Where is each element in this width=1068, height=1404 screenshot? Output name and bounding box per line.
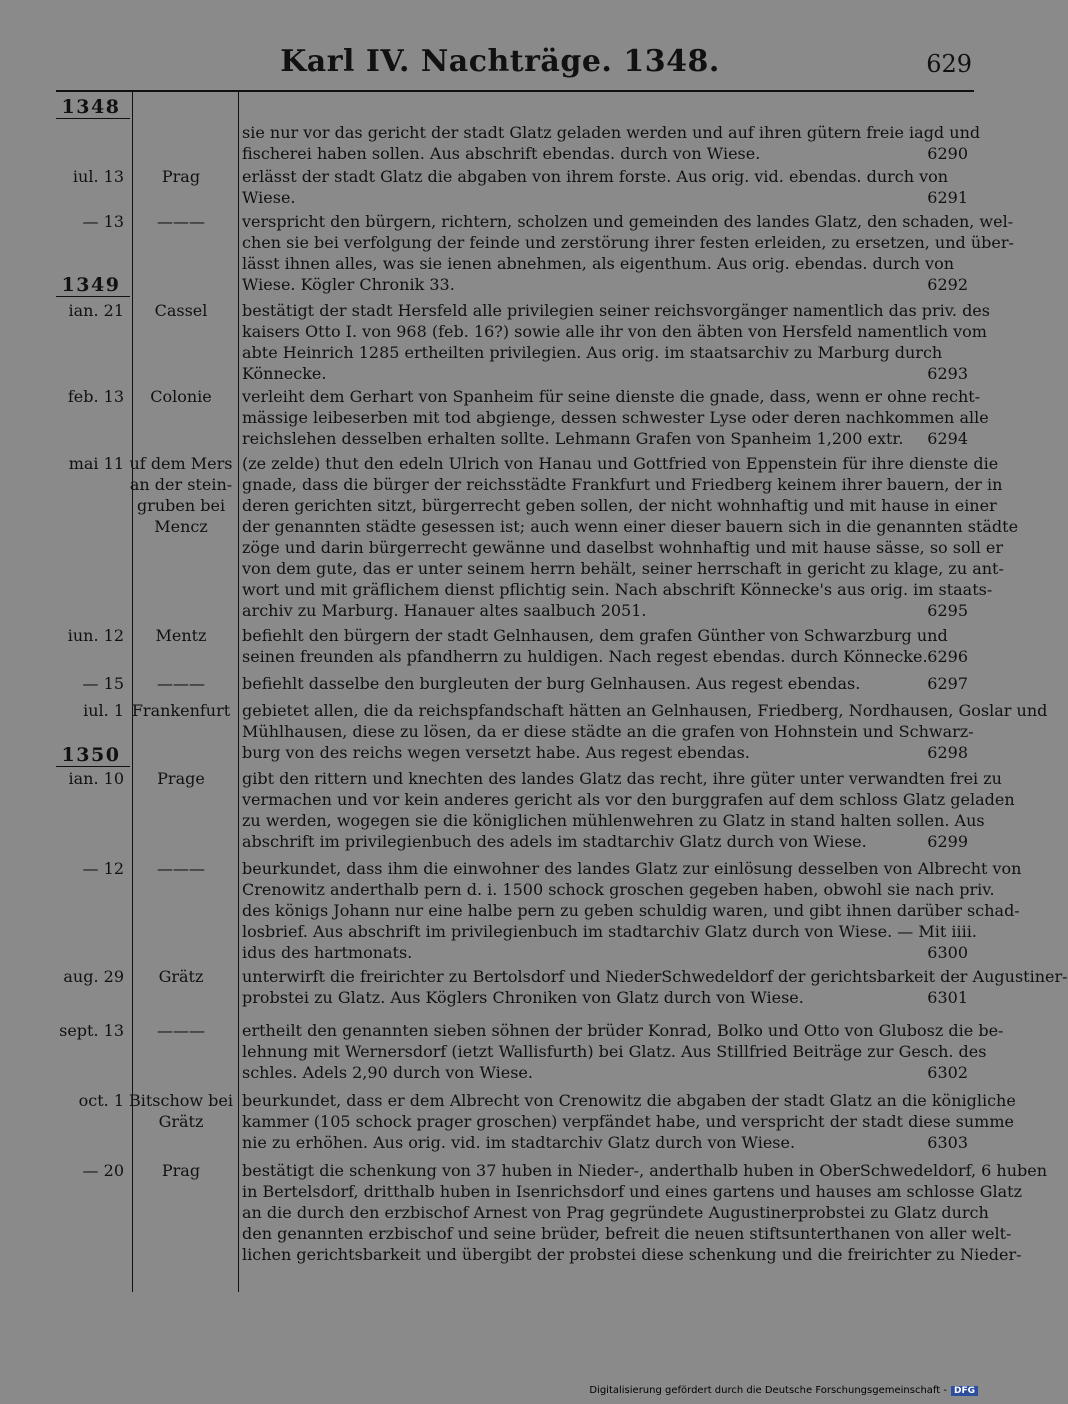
year-rule <box>56 296 130 297</box>
year-marker: 1350 <box>61 744 121 766</box>
entry-text-line-content: der genannten städte gesessen ist; auch wenn einer dieser bauern sich in die genannten städte <box>242 517 1019 536</box>
entry-text <box>242 453 1019 621</box>
entry-number: 6303 <box>927 1133 968 1152</box>
entry-text-line-content: deren gerichten sitzt, bürgerrecht geben sollen, der nicht wohnhaftig und mit hause in einer <box>242 496 997 515</box>
page-number: 629 <box>926 50 972 78</box>
entry-text-line <box>242 768 1002 789</box>
entry-place: Frankenfurt <box>131 701 231 720</box>
entry-text-line-content: abschrift im privilegienbuch des adels im stadtarchiv Glatz durch von Wiese. <box>242 832 867 851</box>
entry-text <box>242 858 1022 963</box>
entry-text-line-content: zöge und darin bürgerrecht gewänne und daselbst wohnhaftig und mit hause sässe, so soll er <box>242 538 1004 557</box>
entry-text-line <box>242 363 968 384</box>
entry-text-line <box>242 143 968 164</box>
entry-date: — 13 <box>82 212 124 231</box>
entry-text <box>242 211 1014 295</box>
entry-text-line-content: gnade, dass die bürger der reichsstädte Frankfurt und Friedberg keinem ihrer bauern, der in <box>242 475 1003 494</box>
entry-number: 6302 <box>927 1063 968 1082</box>
entry-text-line <box>242 253 968 274</box>
entry-text-line <box>242 274 968 295</box>
entry-text-line-content: schles. Adels 2,90 durch von Wiese. <box>242 1063 533 1082</box>
entry-text-line <box>242 342 968 363</box>
entry-text-line-content: seinen freunden als pfandherrn zu huldigen. Nach regest ebendas. durch Könnecke. <box>242 647 928 666</box>
entry-text-line <box>242 321 987 342</box>
entry-text-line <box>242 166 968 187</box>
footer-text: Digitalisierung gefördert durch die Deutsche Forschungsgemeinschaft - <box>589 1385 947 1396</box>
entry-text-line-content: idus des hartmonats. <box>242 943 413 962</box>
entry-text-line-content: bestätigt die schenkung von 37 huben in Nieder-, anderthalb huben in OberSchwedeldorf, 6 huben <box>242 1161 1048 1180</box>
entry-text-line <box>242 1062 968 1083</box>
entry-text-line-content: wort und mit gräflichem dienst pflichtig sein. Nach abschrift Könnecke's aus orig. im staats- <box>242 580 993 599</box>
entry-text-line <box>242 942 968 963</box>
entry-text-line-content: reichslehen desselben erhalten sollte. Lehmann Grafen von Spanheim 1,200 extr. <box>242 429 904 448</box>
entry-text-line <box>242 1160 1048 1181</box>
entry-text-line-content: sie nur vor das gericht der stadt Glatz geladen werden und auf ihren gütern freie iagd und <box>242 123 981 142</box>
entry-date: — 15 <box>82 674 124 693</box>
entry-number: 6296 <box>927 647 968 666</box>
entry-text-line <box>242 646 968 667</box>
entry-text-line-content: losbrief. Aus abschrift im privilegienbuch im stadtarchiv Glatz durch von Wiese. — Mit iiii. <box>242 922 977 941</box>
entry-number: 6301 <box>927 988 968 1007</box>
entry-text-line-content: bestätigt der stadt Hersfeld alle privilegien seiner reichsvorgänger namentlich das priv. des <box>242 301 990 320</box>
entry-text-line-content: Wiese. Kögler Chronik 33. <box>242 275 455 294</box>
entry-text <box>242 1020 1004 1083</box>
entry-place: ——— <box>157 674 205 693</box>
entry-text-line <box>242 625 968 646</box>
entry-text-line-content: fischerei haben sollen. Aus abschrift ebendas. durch von Wiese. <box>242 144 761 163</box>
entry-text-line <box>242 516 1019 537</box>
entry-number: 6293 <box>927 364 968 383</box>
entry-place: Prag <box>161 1161 201 1180</box>
entry-text-line <box>242 742 968 763</box>
entry-place: ——— <box>157 212 205 231</box>
entry-text-line <box>242 211 1014 232</box>
entry-text-line-content: beurkundet, dass ihm die einwohner des landes Glatz zur einlösung desselben von Albrecht von <box>242 859 1022 878</box>
entry-number: 6291 <box>927 188 968 207</box>
year-rule <box>56 118 130 119</box>
entry-place: uf dem Mers an der stein-gruben bei Mencz <box>129 454 233 536</box>
entry-text-line-content: den genannten erzbischof und seine brüder, befreit die neuen stiftsunterthanen von aller welt- <box>242 1224 1012 1243</box>
entry-text-line-content: an die durch den erzbischof Arnest von Prag gegründete Augustinerprobstei zu Glatz durch <box>242 1203 989 1222</box>
entry-text-line-content: in Bertelsdorf, dritthalb huben in Isenrichsdorf und eines gartens und hauses am schlosse Glatz <box>242 1182 1022 1201</box>
entry-date: ian. 21 <box>68 301 124 320</box>
entry-text-line-content: archiv zu Marburg. Hanauer altes saalbuch 2051. <box>242 601 647 620</box>
entry-text-line <box>242 1020 1004 1041</box>
entry-text-line <box>242 1223 1012 1244</box>
entry-text-line <box>242 300 990 321</box>
entry-text-line <box>242 537 1004 558</box>
entry-date: sept. 13 <box>59 1021 124 1040</box>
entry-text-line <box>242 1132 968 1153</box>
entry-text <box>242 386 989 449</box>
entry-text <box>242 1090 1016 1153</box>
entry-text-line <box>242 474 1003 495</box>
entry-text-line <box>242 600 968 621</box>
entry-text-line-content: lichen gerichtsbarkeit und übergibt der probstei diese schenkung und die freirichter zu Nieder- <box>242 1245 1022 1264</box>
entry-text-line <box>242 407 989 428</box>
entry-text-line <box>242 879 995 900</box>
entry-place: Bitschow bei Grätz <box>128 1091 234 1131</box>
dfg-logo: DFG <box>951 1386 978 1396</box>
entry-text-line-content: chen sie bei verfolgung der feinde und zerstörung ihrer festen erleiden, zu ersetzen, und über- <box>242 233 1014 252</box>
entry-text <box>242 625 968 667</box>
entry-text-line <box>242 386 981 407</box>
entry-text <box>242 966 1068 1008</box>
entry-place: ——— <box>157 859 205 878</box>
entry-text-line-content: befiehlt den bürgern der stadt Gelnhausen, dem grafen Günther von Schwarzburg und <box>242 626 948 645</box>
entry-text-line-content: des königs Johann nur eine halbe pern zu geben schuldig waren, und gibt ihnen darüber schad- <box>242 901 1020 920</box>
entry-text-line-content: Mühlhausen, diese zu lösen, da er diese städte an die grafen von Hohnstein und Schwarz- <box>242 722 974 741</box>
entry-text-line <box>242 122 981 143</box>
entry-text-line <box>242 232 1014 253</box>
entry-number: 6290 <box>927 144 968 163</box>
entry-date: — 20 <box>82 1161 124 1180</box>
entry-date: oct. 1 <box>78 1091 124 1110</box>
entry-text-line-content: beurkundet, dass er dem Albrecht von Crenowitz die abgaben der stadt Glatz an die königliche <box>242 1091 1016 1110</box>
entry-number: 6298 <box>927 743 968 762</box>
header-rule <box>56 90 974 92</box>
entry-number: 6295 <box>927 601 968 620</box>
entry-text-line-content: probstei zu Glatz. Aus Köglers Chroniken von Glatz durch von Wiese. <box>242 988 804 1007</box>
entry-text <box>242 300 990 384</box>
entry-text-line-content: kammer (105 schock prager groschen) verpfändet habe, und verspricht der stadt diese summe <box>242 1112 1014 1131</box>
entry-date: ian. 10 <box>68 769 124 788</box>
entry-text <box>242 122 981 164</box>
entry-text-line-content: vermachen und vor kein anderes gericht als vor den burggrafen auf dem schloss Glatz geladen <box>242 790 1015 809</box>
entry-text <box>242 166 968 208</box>
entry-text-line-content: nie zu erhöhen. Aus orig. vid. im stadtarchiv Glatz durch von Wiese. <box>242 1133 796 1152</box>
entry-place: ——— <box>157 1021 205 1040</box>
entry-text-line-content: zu werden, wogegen sie die königlichen mühlenwehren zu Glatz in stand halten sollen. Aus <box>242 811 985 830</box>
year-rule <box>56 766 130 767</box>
entry-place: Cassel <box>154 301 208 320</box>
entry-date: iun. 12 <box>67 626 124 645</box>
entry-date: iul. 1 <box>83 701 124 720</box>
entry-text <box>242 673 968 694</box>
entry-text-line-content: mässige leibeserben mit tod abgienge, dessen schwester Lyse oder deren nachkommen alle <box>242 408 989 427</box>
entry-text-line <box>242 987 968 1008</box>
entry-place: Prag <box>161 167 201 186</box>
entry-text-line-content: verleiht dem Gerhart von Spanheim für seine dienste die gnade, dass, wenn er ohne recht- <box>242 387 981 406</box>
page-header-title: Karl IV. Nachträge. 1348. <box>280 44 720 79</box>
entry-number: 6294 <box>927 429 968 448</box>
entry-date: iul. 13 <box>72 167 124 186</box>
entry-place: Prage <box>157 769 205 788</box>
entry-text-line <box>242 428 968 449</box>
entry-text-line-content: burg von des reichs wegen versetzt habe. Aus regest ebendas. <box>242 743 750 762</box>
entry-place: Grätz <box>158 967 204 986</box>
entry-text-line <box>242 1111 1014 1132</box>
entry-number: 6300 <box>927 943 968 962</box>
entry-number: 6292 <box>927 275 968 294</box>
entry-place: Mentz <box>155 626 207 645</box>
entry-text-line-content: verspricht den bürgern, richtern, scholzen und gemeinden des landes Glatz, den schaden, wel- <box>242 212 1014 231</box>
entry-text-line-content: gibt den rittern und knechten des landes Glatz das recht, ihre güter unter verwandten frei zu <box>242 769 1002 788</box>
entry-text-line <box>242 558 1004 579</box>
entry-text-line <box>242 831 968 852</box>
entry-text-line-content: kaisers Otto I. von 968 (feb. 16?) sowie alle ihr von den äbten von Hersfeld namentlich vom <box>242 322 987 341</box>
column-divider-place <box>238 92 239 1292</box>
entry-date: feb. 13 <box>67 387 124 406</box>
entry-text-line <box>242 966 1068 987</box>
entry-text-line <box>242 721 974 742</box>
entry-text-line-content: abte Heinrich 1285 ertheilten privilegien. Aus orig. im staatsarchiv zu Marburg durch <box>242 343 943 362</box>
entry-text-line <box>242 495 997 516</box>
footer-credit <box>589 1385 978 1396</box>
entry-text-line <box>242 1181 1022 1202</box>
entry-text <box>242 1160 1048 1265</box>
entry-text-line-content: unterwirft die freirichter zu Bertolsdorf und NiederSchwedeldorf der gerichtsbarkeit der Augustiner- <box>242 967 1068 986</box>
entry-text <box>242 700 1048 763</box>
entry-text-line-content: (ze zelde) thut den edeln Ulrich von Hanau und Gottfried von Eppenstein für ihre dienste die <box>242 454 999 473</box>
entry-text <box>242 768 1015 852</box>
entry-text-line <box>242 1041 987 1062</box>
entry-text-line-content: Crenowitz anderthalb pern d. i. 1500 schock groschen gegeben haben, obwohl sie nach priv. <box>242 880 995 899</box>
entry-text-line <box>242 921 977 942</box>
entry-text-line <box>242 1090 1016 1111</box>
entry-text-line-content: lehnung mit Wernersdorf (ietzt Wallisfurth) bei Glatz. Aus Stillfried Beiträge zur Gesch. des <box>242 1042 987 1061</box>
entry-text-line <box>242 789 1015 810</box>
entry-text-line <box>242 810 985 831</box>
entry-text-line-content: Wiese. <box>242 188 296 207</box>
entry-date: mai 11 <box>68 454 124 473</box>
entry-text-line <box>242 453 999 474</box>
entry-text-line-content: ertheilt den genannten sieben söhnen der brüder Konrad, Bolko und Otto von Glubosz die be- <box>242 1021 1004 1040</box>
entry-text-line-content: Könnecke. <box>242 364 327 383</box>
entry-text-line-content: von dem gute, das er unter seinem herrn behält, seiner herrschaft in gericht zu klage, zu ant- <box>242 559 1004 578</box>
year-marker: 1349 <box>61 274 121 296</box>
entry-text-line <box>242 900 1020 921</box>
entry-text-line-content: lässt ihnen alles, was sie ienen abnehmen, als eigenthum. Aus orig. ebendas. durch von <box>242 254 955 273</box>
entry-number: 6299 <box>927 832 968 851</box>
entry-number: 6297 <box>927 674 968 693</box>
entry-date: — 12 <box>82 859 124 878</box>
entry-text-line <box>242 1244 1022 1265</box>
entry-text-line <box>242 673 968 694</box>
entry-text-line <box>242 1202 989 1223</box>
entry-text-line <box>242 700 1048 721</box>
entry-text-line-content: erlässt der stadt Glatz die abgaben von ihrem forste. Aus orig. vid. ebendas. durch von <box>242 167 949 186</box>
entry-text-line <box>242 579 993 600</box>
entry-text-line <box>242 858 1022 879</box>
entry-date: aug. 29 <box>63 967 124 986</box>
entry-text-line-content: gebietet allen, die da reichspfandschaft hätten an Gelnhausen, Friedberg, Nordhausen, Goslar und <box>242 701 1048 720</box>
entry-place: Colonie <box>150 387 212 406</box>
entry-text-line-content: befiehlt dasselbe den burgleuten der burg Gelnhausen. Aus regest ebendas. <box>242 674 861 693</box>
year-marker: 1348 <box>61 96 121 118</box>
entry-text-line <box>242 187 968 208</box>
